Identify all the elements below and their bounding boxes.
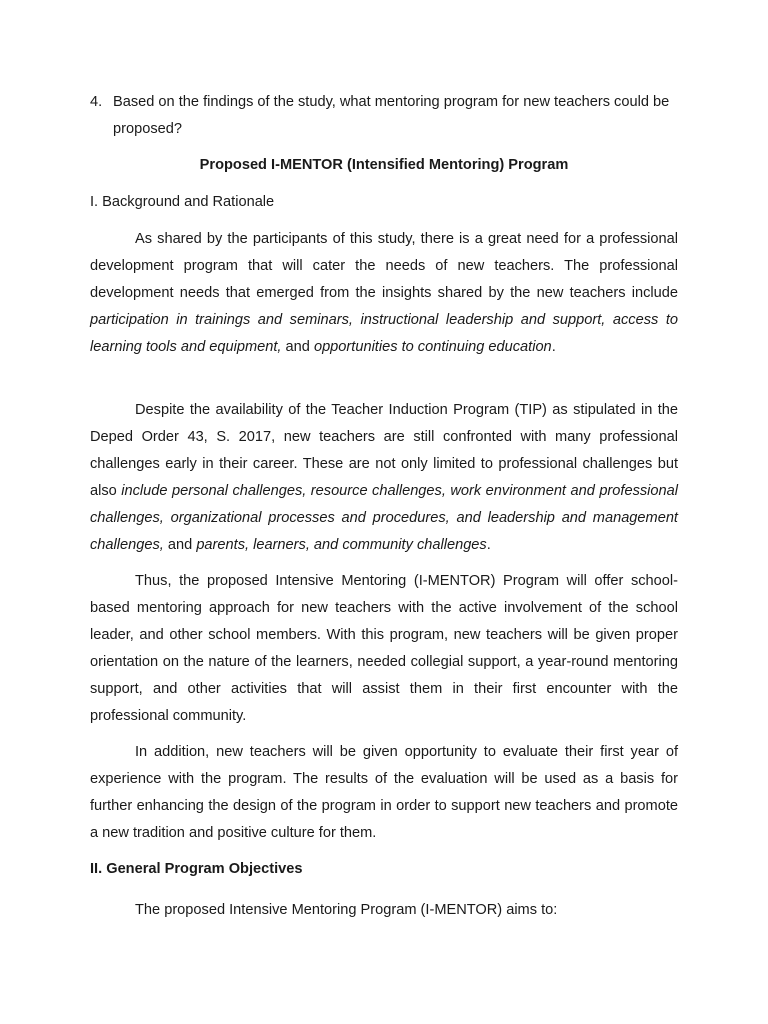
section2-heading: II. General Program Objectives [90,861,303,877]
para1-italic-2: opportunities to continuing education [313,339,552,355]
paragraph-background-3: Thus, the proposed Intensive Mentoring (I-MENTOR) Program will offer school-based mentoring approach for new teachers with the active involvement of the school leader, and other school members. With this program, new teachers will be given proper orientation on the nature of the learners, needed collegial support, a year-round mentoring support, and other activities that will assist them in their first encounter with the professional community. [90,573,678,724]
section2-intro: The proposed Intensive Mentoring Program (I-MENTOR) aims to: [135,902,558,918]
para1-text-3: . [551,339,556,355]
para1-text-1: As shared by the participants of this study, there is a great need for a professional development program that will cater the needs of new teachers. The professional development needs that emerged from the insights shared by the new teachers include [90,231,678,301]
question-item [90,89,678,143]
paragraph-background-4: In addition, new teachers will be given opportunity to evaluate their first year of experience with the program. The results of the evaluation will be used as a basis for further enhancing the design of the program in order to support new teachers and promote a new tradition and positive culture for them. [90,744,678,841]
question-number: 4. [90,94,103,110]
section1-heading: I. Background and Rationale [90,194,275,210]
question-text: Based on the findings of the study, what mentoring program for new teachers could be proposed? [113,94,670,137]
para2-text-2: and [163,537,197,553]
para2-italic-2: parents, learners, and community challenges [196,537,487,553]
para1-text-2: and [281,339,314,355]
para2-italic-1: include personal challenges, resource challenges, work environment and professional challenges, organizational processes and procedures, and leadership and management challenges, [90,483,679,553]
para1-italic-1: participation in trainings and seminars, instructional leadership and support, access to learning tools and equipment, [90,312,678,355]
program-title: Proposed I-MENTOR (Intensified Mentoring) Program [199,157,569,173]
para2-text-3: . [486,537,491,553]
para2-text-1: Despite the availability of the Teacher Induction Program (TIP) as stipulated in the Deped Order 43, S. 2017, new teachers are still confronted with many professional challenges early in their career. These are not only limited to professional challenges but also [90,402,678,499]
paragraph-background-2 [90,397,678,559]
paragraph-background-1 [90,226,678,361]
